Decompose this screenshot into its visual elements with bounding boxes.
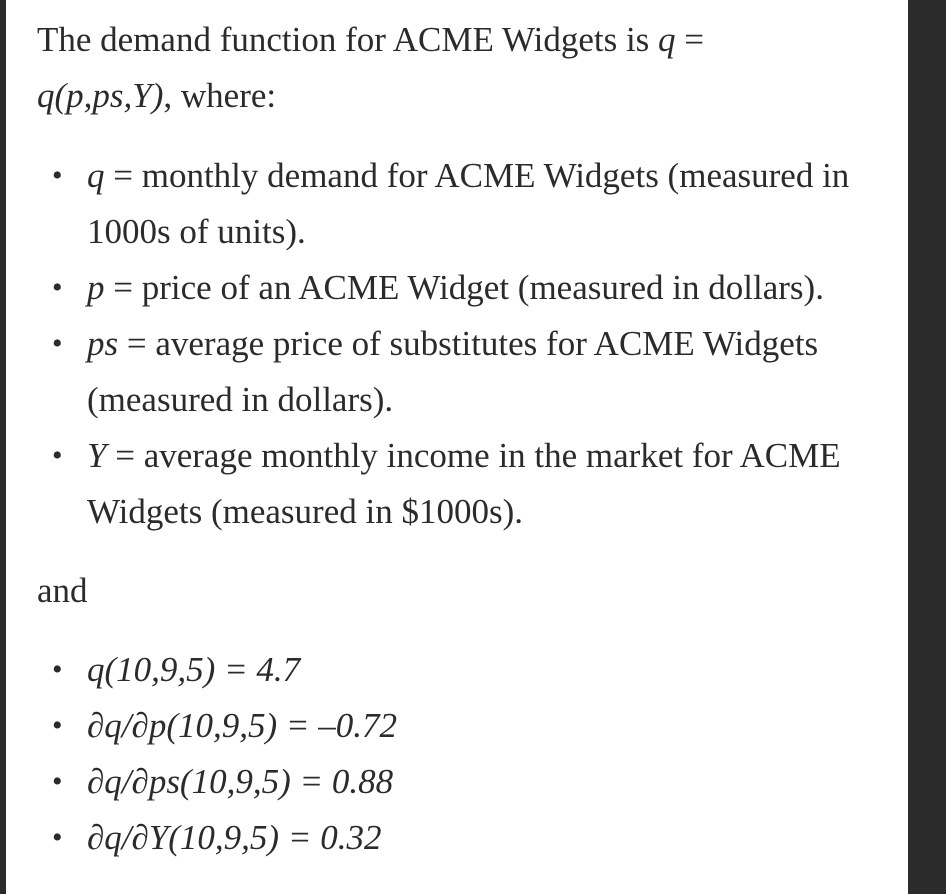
intro-lead: The demand function for ACME Widgets is (37, 20, 659, 59)
fact-expression (87, 706, 397, 745)
fact-list (37, 642, 897, 866)
fact-rhs: = 0.88 (290, 762, 394, 801)
intro-variable-q: q (658, 20, 676, 59)
definition-symbol: ps (87, 324, 119, 363)
fact-rhs: = –0.72 (277, 706, 397, 745)
definition-list (37, 148, 897, 540)
fact-item (37, 642, 897, 698)
fact-item (37, 754, 897, 810)
intro-paragraph (37, 12, 797, 124)
definition-symbol: q (87, 156, 105, 195)
definition-symbol: Y (87, 436, 107, 475)
definition-item-p (37, 260, 897, 316)
fact-expression (87, 650, 300, 689)
bullet-icon: • (52, 821, 63, 854)
fact-item (37, 698, 897, 754)
fact-lhs: ∂q/∂ps(10,9,5) (87, 762, 291, 801)
bullet-icon: • (52, 271, 63, 304)
fact-rhs: = 4.7 (215, 650, 301, 689)
bullet-icon: • (52, 765, 63, 798)
right-window-edge (908, 0, 946, 894)
bullet-icon: • (52, 159, 63, 192)
definition-item-q (37, 148, 897, 260)
bullet-icon: • (52, 653, 63, 686)
fact-rhs: = 0.32 (279, 818, 382, 857)
document-page (6, 0, 908, 894)
intro-equals: = (675, 20, 705, 59)
fact-lhs: ∂q/∂Y(10,9,5) (87, 818, 280, 857)
fact-expression (87, 762, 393, 801)
definition-symbol: p (87, 268, 105, 307)
intro-function: q(p,ps,Y) (37, 76, 164, 115)
connector-text: and (37, 571, 88, 610)
intro-tail: , where: (163, 76, 277, 115)
fact-lhs: ∂q/∂p(10,9,5) (87, 706, 278, 745)
definition-item-y (37, 428, 897, 540)
bullet-icon: • (52, 709, 63, 742)
definition-text: = average monthly income in the market for ACME Widgets (measured in $1000s). (87, 436, 841, 531)
fact-item (37, 810, 897, 866)
bullet-icon: • (52, 327, 63, 360)
document-content (37, 12, 897, 866)
bullet-icon: • (52, 439, 63, 472)
definition-text: = price of an ACME Widget (measured in dollars). (113, 268, 824, 307)
fact-expression (87, 818, 381, 857)
fact-lhs: q(10,9,5) (87, 650, 216, 689)
definition-item-ps (37, 316, 897, 428)
definition-text: = average price of substitutes for ACME Widgets (measured in dollars). (87, 324, 819, 419)
definition-text: = monthly demand for ACME Widgets (measured in 1000s of units). (87, 156, 850, 251)
